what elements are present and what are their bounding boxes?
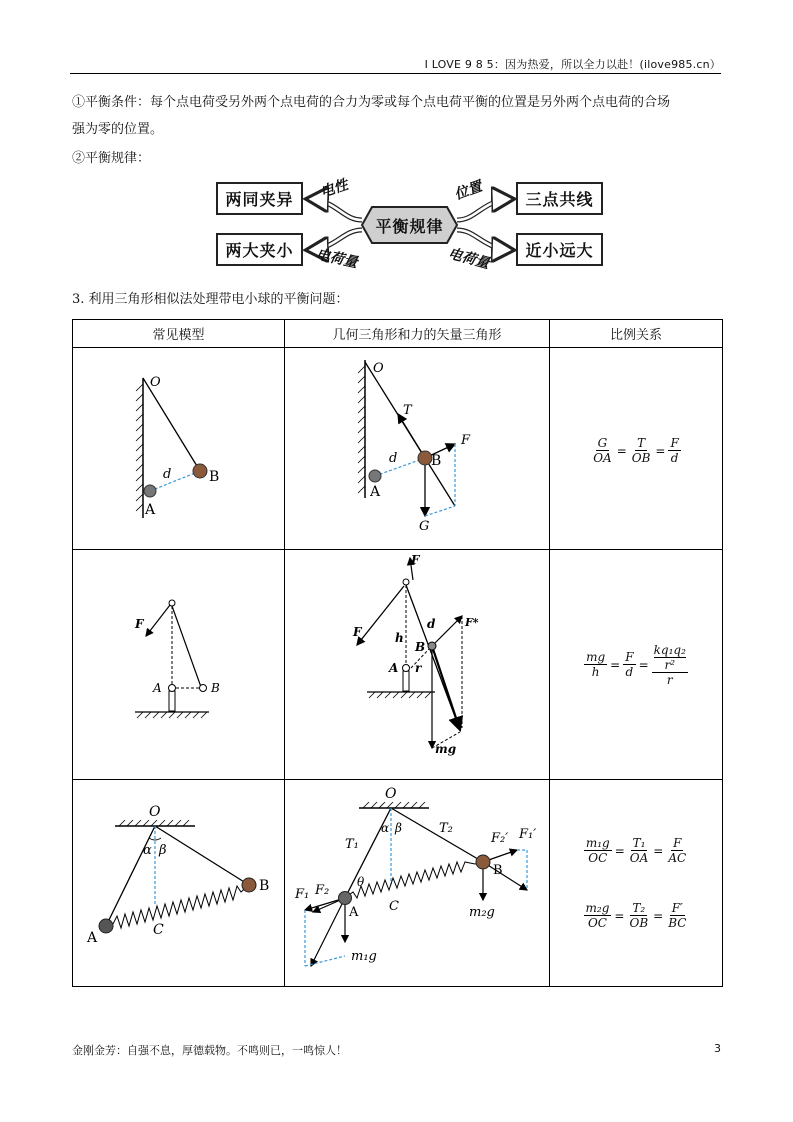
rule-label-right-top: 位置 — [452, 178, 485, 204]
row3-tri-label-F2p: F₂′ — [491, 831, 509, 846]
row3-ratio-formula-1: $\frac{\text{m₁g}}{OC}$ = $\frac{\text{T₁}}{OA}$ = $\frac{F}{AC}$ — [585, 836, 687, 865]
row2-frac-c-num: kq₁q₂ — [653, 642, 686, 657]
row2-tri-label-d: d — [427, 617, 436, 631]
row3-f1-c-den: AC — [668, 851, 687, 865]
row2-tri-label-B: B — [415, 640, 426, 654]
table-header-model: 常见模型 — [73, 320, 285, 348]
row1-frac-c-num: F — [670, 436, 679, 450]
row1-triangle-cell — [285, 348, 550, 550]
row2-triangle-diagram — [285, 550, 550, 775]
row2-ratio-formula: $\frac{mg}{h}$ = $\frac{F}{d}$ = $\frac{\frac{\text{kq₁q₂}}{\text{r²}}}{r}$ — [586, 642, 686, 687]
row1-tri-label-O: O — [373, 361, 384, 376]
row1-tri-label-d: d — [389, 451, 398, 466]
row2-model-diagram — [73, 550, 285, 775]
row3-f1-a-num: m₁g — [585, 836, 610, 850]
row2-tri-label-F-left: F — [353, 625, 362, 639]
row1-label-d: d — [163, 467, 172, 482]
row3-f1-a-den: OC — [588, 851, 608, 865]
row1-frac-a-den: OA — [593, 451, 612, 465]
row2-model-cell — [73, 550, 285, 780]
row1-frac-c-den: d — [670, 451, 679, 465]
row1-label-A: A — [145, 502, 156, 518]
row1-ratio-cell — [550, 348, 723, 550]
row3-tri-label-F1: F₁ — [295, 887, 310, 902]
balance-condition — [72, 94, 722, 139]
row1-tri-label-T: T — [403, 403, 412, 418]
rule-center-label: 平衡规律 — [375, 216, 444, 236]
balance-rule-heading: ②平衡规律： — [72, 151, 151, 166]
header-rule — [70, 73, 721, 74]
row1-triangle-diagram — [285, 348, 550, 545]
row3-tri-label-theta: θ — [357, 875, 365, 889]
similar-triangle-table — [72, 319, 723, 987]
row1-tri-label-B: B — [431, 453, 442, 469]
row3-label-alpha: α — [143, 843, 152, 858]
row3-f1-b-den: OA — [629, 851, 649, 865]
row2-tri-label-h: h — [395, 631, 404, 645]
row3-f2-a-num: m₂g — [585, 901, 610, 915]
rule-box-left-bottom: 两大夹小 — [216, 233, 303, 266]
row3-f2-a-den: OC — [587, 916, 607, 930]
row2-tri-label-mg: mg — [435, 742, 457, 756]
row1-frac-b-num: T — [637, 436, 646, 450]
balance-rules-diagram — [212, 177, 612, 273]
row1-tri-label-F: F — [461, 433, 471, 448]
row2-frac-c-den: r — [666, 672, 673, 687]
row1-label-O: O — [150, 375, 161, 390]
row3-tri-label-beta: β — [395, 821, 402, 835]
row1-model-cell — [73, 348, 285, 550]
row1-label-B: B — [209, 469, 220, 485]
row3-label-O: O — [149, 804, 161, 820]
row2-tri-label-Fstar: F* — [465, 616, 479, 629]
row1-model-diagram — [73, 348, 285, 545]
row2-tri-label-r: r — [415, 661, 422, 675]
balance-condition-line2: 强为零的位置。 — [72, 122, 164, 137]
row1-frac-a-num: G — [597, 436, 608, 450]
row2-label-F: F — [135, 617, 144, 631]
row1-tri-label-G: G — [419, 519, 430, 534]
row3-label-C: C — [153, 922, 164, 938]
table-header-ratio: 比例关系 — [550, 320, 723, 348]
rule-label-right-bottom: 电荷量 — [446, 245, 492, 273]
row1-ratio-formula: $\frac{G}{OA}$ = $\frac{T}{OB}$ = $\frac{F}{d}$ — [593, 436, 679, 465]
page-header: I LOVE 9 8 5：因为热爱，所以全力以赴！(ilove985.cn） — [424, 58, 721, 71]
page-number: 3 — [714, 1042, 721, 1055]
row3-f2-c-den: BC — [668, 916, 687, 930]
row2-label-B: B — [211, 681, 220, 695]
row3-tri-label-F1p: F₁′ — [519, 827, 537, 842]
rule-box-right-bottom: 近小远大 — [516, 233, 603, 266]
row2-tri-label-A: A — [389, 661, 399, 675]
row3-ratio-formula-2: $\frac{\text{m₂g}}{OC}$ = $\frac{\text{T₂}}{OB}$ = $\frac{F'}{BC}$ — [585, 901, 687, 930]
row1-frac-b-den: OB — [631, 451, 651, 465]
row2-tri-label-F-top: F — [411, 553, 420, 567]
row2-frac-a-den: h — [591, 665, 600, 679]
row3-label-B: B — [259, 878, 270, 894]
rule-box-left-top: 两同夹异 — [216, 182, 303, 215]
row3-tri-label-m2g: m₂g — [469, 905, 495, 920]
row3-tri-label-m1g: m₁g — [351, 949, 377, 964]
row3-f1-b-num: T₁ — [632, 836, 646, 850]
row3-f2-b-den: OB — [629, 916, 649, 930]
row2-frac-b-num: F — [625, 650, 634, 664]
row2-frac-b-den: d — [625, 665, 634, 679]
table-header-triangle: 几何三角形和力的矢量三角形 — [285, 320, 550, 348]
row3-ratio-cell — [550, 780, 723, 987]
rule-label-left-bottom: 电荷量 — [314, 246, 359, 272]
row3-tri-label-T2: T₂ — [439, 821, 453, 836]
row3-model-cell — [73, 780, 285, 987]
row3-tri-label-T1: T₁ — [345, 837, 359, 852]
page-footer — [72, 1042, 721, 1058]
row3-f2-c-num: F′ — [671, 901, 683, 915]
row3-label-beta: β — [159, 843, 167, 858]
row3-tri-label-alpha: α — [381, 821, 390, 835]
row3-tri-label-A: A — [349, 905, 359, 920]
row3-tri-label-O: O — [385, 786, 397, 802]
row3-label-A: A — [87, 930, 98, 946]
row2-frac-c-num-den: r² — [664, 657, 676, 672]
row3-f1-c-num: F — [673, 836, 682, 850]
row3-triangle-diagram — [285, 780, 550, 982]
footer-motto: 金刚金芳：自强不息，厚德载物。不鸣则已，一鸣惊人！ — [72, 1044, 347, 1057]
row2-frac-a-num: mg — [586, 650, 606, 664]
row3-tri-label-B: B — [493, 863, 503, 878]
row3-triangle-cell — [285, 780, 550, 987]
row3-tri-label-C: C — [389, 899, 399, 914]
row2-label-A: A — [153, 681, 162, 695]
rule-label-left-top: 电性 — [318, 177, 351, 201]
row3-f2-b-num: T₂ — [632, 901, 646, 915]
row2-triangle-cell — [285, 550, 550, 780]
row3-model-diagram — [73, 780, 285, 982]
balance-condition-line1: ①平衡条件：每个点电荷受另外两个点电荷的合力为零或每个点电荷平衡的位置是另外两个点电荷的合场 — [72, 95, 671, 110]
section3-title: 3. 利用三角形相似法处理带电小球的平衡问题： — [72, 292, 349, 307]
row1-tri-label-A: A — [370, 484, 381, 500]
row3-tri-label-F2: F₂ — [315, 883, 330, 898]
rule-box-right-top: 三点共线 — [516, 182, 603, 215]
row2-ratio-cell — [550, 550, 723, 780]
